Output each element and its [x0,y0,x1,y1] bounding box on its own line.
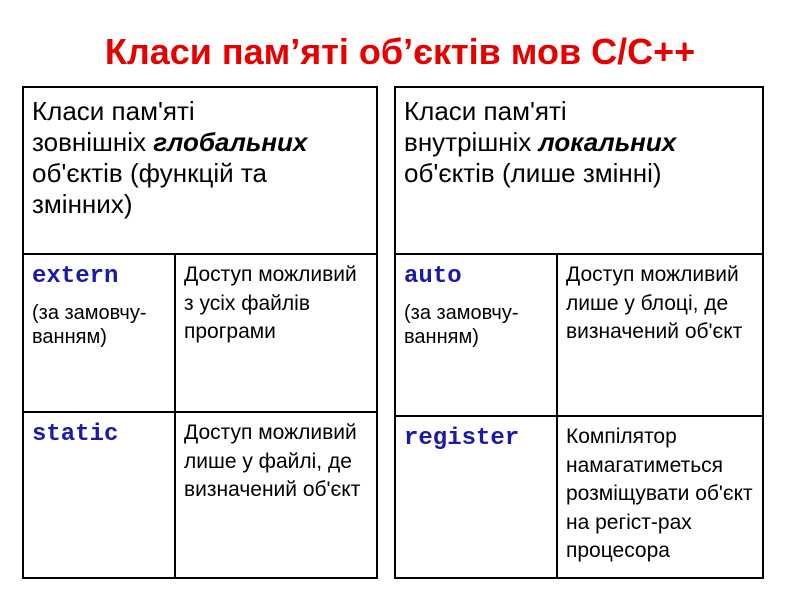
register-keyword-cell [395,416,557,578]
auto-description: Доступ можливий лише у блоці, де визначений об'єкт [557,254,763,416]
slide-title: Класи пам’яті об’єктів мов C/C++ [104,31,696,72]
global-header-line1: Класи пам'яті [32,96,195,126]
table-row [395,416,763,578]
extern-keyword: extern [32,263,119,290]
local-header-emphasis: локальних [538,127,677,157]
global-header-line4: змінних) [32,189,133,219]
local-classes-header [395,87,763,254]
register-description: Компілятор намагатиметься розміщувати об'єкт на регіст-рах процесора [557,416,763,578]
auto-keyword: auto [404,263,462,290]
extern-description: Доступ можливий з усіх файлів програми [175,254,377,412]
local-storage-classes-table [394,86,764,579]
local-header-line1: Класи пам'яті [404,96,567,126]
auto-keyword-cell [395,254,557,416]
global-header-emphasis: глобальних [153,127,308,157]
default-note: (за замовчу-ванням) [404,302,519,348]
global-classes-header [23,87,377,254]
local-header-line2-prefix: внутрішніх [404,127,539,157]
local-header-line3: об'єктів (лише змінні) [404,158,662,188]
static-keyword: static [32,421,119,448]
global-storage-classes-table [22,86,378,579]
table-row [395,254,763,416]
static-description: Доступ можливий лише у файлі, де визначений об'єкт [175,412,377,578]
extern-keyword-cell [23,254,175,412]
table-row [23,412,377,578]
default-note: (за замовчу-ванням) [32,302,147,348]
static-keyword-cell [23,412,175,578]
table-row [23,254,377,412]
global-header-line2-prefix: зовнішніх [32,127,154,157]
global-header-line3: об'єктів (функцій та [32,158,267,188]
register-keyword: register [404,425,520,452]
